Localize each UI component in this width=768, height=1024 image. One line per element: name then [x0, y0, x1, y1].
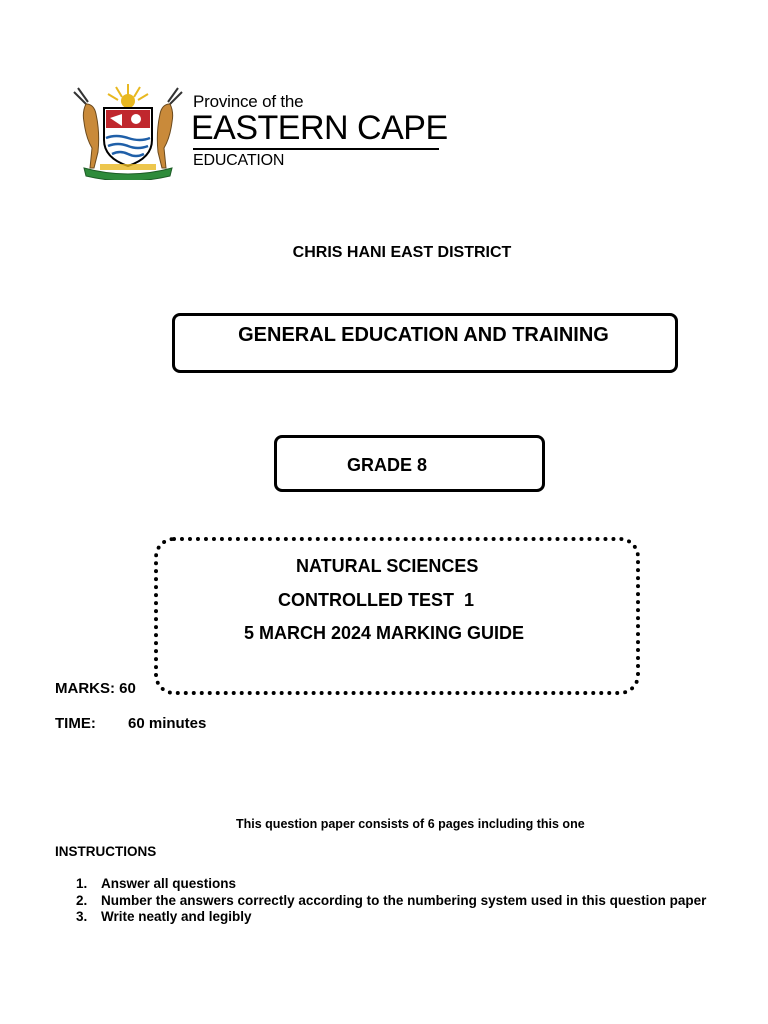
- list-item-number: 1.: [76, 876, 88, 891]
- logo-province-text: Province of the: [193, 92, 304, 111]
- district-heading: CHRIS HANI EAST DISTRICT: [292, 244, 512, 261]
- grade-title: GRADE 8: [347, 455, 428, 475]
- logo-divider: [193, 148, 439, 150]
- instructions-list: [76, 876, 716, 926]
- logo-eastern-cape-text: EASTERN CAPE: [191, 109, 448, 147]
- phase-title: GENERAL EDUCATION AND TRAINING: [238, 324, 609, 346]
- eastern-cape-education-logo: [70, 82, 450, 182]
- subject-title: NATURAL SCIENCES: [296, 556, 479, 576]
- list-item-text: Write neatly and legibly: [101, 909, 252, 924]
- pages-note: This question paper consists of 6 pages including this one: [236, 817, 585, 831]
- list-item-text: Answer all questions: [101, 876, 237, 891]
- coat-of-arms-icon: [70, 82, 186, 180]
- time-label: TIME:: [55, 715, 96, 732]
- logo-education-text: EDUCATION: [193, 152, 285, 169]
- time-value: 60 minutes: [128, 715, 207, 732]
- list-item-number: 2.: [76, 892, 88, 908]
- list-item: [76, 909, 716, 926]
- list-item-text: Number the answers correctly according to the numbering system used in this question paper: [101, 892, 707, 908]
- list-item: [76, 876, 716, 893]
- list-item: [76, 893, 716, 910]
- instructions-heading: INSTRUCTIONS: [55, 844, 157, 859]
- marks-label: MARKS: 60: [55, 680, 136, 697]
- test-name: CONTROLLED TEST 1: [278, 590, 475, 610]
- test-date-title: 5 MARCH 2024 MARKING GUIDE: [244, 623, 525, 643]
- list-item-number: 3.: [76, 909, 88, 924]
